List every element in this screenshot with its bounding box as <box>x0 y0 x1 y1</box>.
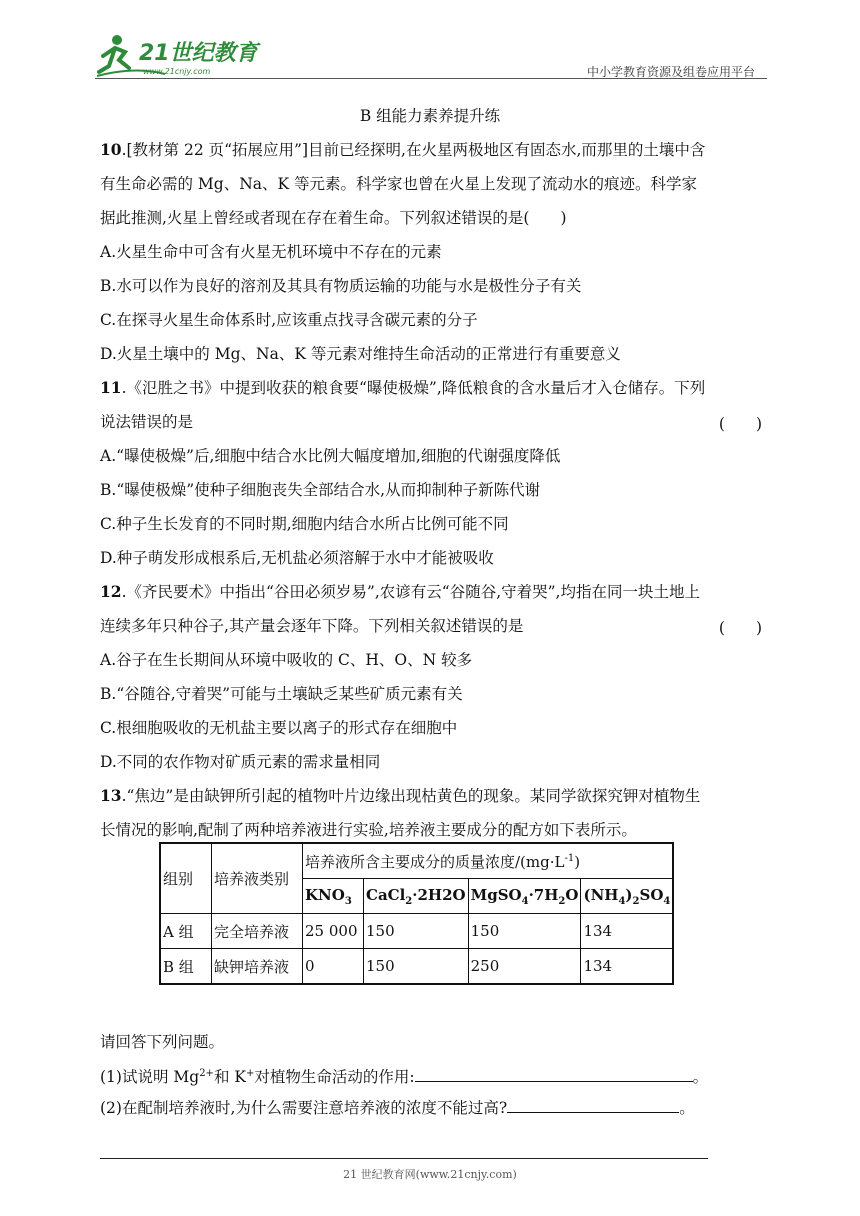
table-row <box>160 949 673 985</box>
header-mgso4: $MgSO_4\cdot 7H_2O$ <box>468 879 581 914</box>
svg-text:www.21cnjy.com: www.21cnjy.com <box>143 67 211 76</box>
q12-line1: 12.《齐民要术》中指出“谷田必须岁易”,农谚有云“谷随谷,守着哭”,均指在同一块土地上 <box>100 582 700 601</box>
q11-line2: 说法错误的是 <box>100 413 194 431</box>
q10-line3: 据此推测,火星上曾经或者现在存在着生命。下列叙述错误的是( ) <box>100 209 567 227</box>
table-header-row <box>160 843 673 879</box>
cell-type: 缺钾培养液 <box>212 949 303 985</box>
q12-option-b: B.“谷随谷,守着哭”可能与土壤缺乏某些矿质元素有关 <box>100 685 463 703</box>
cell-mgso4: 150 <box>468 914 581 949</box>
cell-type: 完全培养液 <box>212 914 303 949</box>
cell-kno3: 25 000 <box>303 914 364 949</box>
q10-option-c: C.在探寻火星生命体系时,应该重点找寻含碳元素的分子 <box>100 311 478 329</box>
header-divider <box>95 78 767 79</box>
q10-option-b: B.水可以作为良好的溶剂及其具有物质运输的功能与水是极性分子有关 <box>100 277 582 295</box>
q10-line2: 有生命必需的 Mg、Na、K 等元素。科学家也曾在火星上发现了流动水的痕迹。科学家 <box>100 175 698 193</box>
header-platform-text: 中小学教育资源及组卷应用平台 <box>586 65 755 79</box>
cell-nh4so4: 134 <box>581 949 673 985</box>
cell-mgso4: 250 <box>468 949 581 985</box>
header-nh4so4: $(NH_4)_2SO_4$ <box>581 879 673 914</box>
q11-option-a: A.“曝使极燥”后,细胞中结合水比例大幅度增加,细胞的代谢强度降低 <box>100 447 561 465</box>
q13-sub2: (2)在配制培养液时,为什么需要注意培养液的浓度不能过高? 。 <box>100 1099 695 1117</box>
header-cacl2: CaCl$_2$·2H2O <box>364 879 469 914</box>
q13-line1: 13.“焦边”是由缺钾所引起的植物叶片边缘出现枯黄色的现象。某同学欲探究钾对植物生 <box>100 786 701 805</box>
cell-group: B 组 <box>160 949 212 985</box>
q13-sub1: (1)试说明 $Mg^{2+}$和 K+对植物生命活动的作用: 。 <box>100 1068 709 1087</box>
q10-option-d: D.火星土壤中的 Mg、Na、K 等元素对维持生命活动的正常进行有重要意义 <box>100 345 621 363</box>
q12-option-a: A.谷子在生长期间从环境中吸收的 C、H、O、N 较多 <box>100 651 473 669</box>
q10-option-a: A.火星生命中可含有火星无机环境中不存在的元素 <box>100 243 442 261</box>
cell-group: A 组 <box>160 914 212 949</box>
nutrient-table <box>159 842 674 985</box>
page-header <box>95 30 765 82</box>
q13-line2: 长情况的影响,配制了两种培养液进行实验,培养液主要成分的配方如下表所示。 <box>100 821 637 839</box>
q11-option-b: B.“曝使极燥”使种子细胞丧失全部结合水,从而抑制种子新陈代谢 <box>100 481 541 499</box>
answer-blank-1[interactable] <box>415 1067 693 1082</box>
header-type: 培养液类别 <box>212 843 303 914</box>
table-row <box>160 914 673 949</box>
q13-prompt: 请回答下列问题。 <box>100 1033 225 1051</box>
q12-answer-paren: ( ) <box>718 619 762 637</box>
q11-number: 11 <box>100 378 122 397</box>
q13-number: 13 <box>100 786 122 805</box>
cell-cacl2: 150 <box>364 914 469 949</box>
q12-line2: 连续多年只种谷子,其产量会逐年下降。下列相关叙述错误的是 <box>100 617 524 635</box>
q10-number: 10 <box>100 140 122 159</box>
q11-option-d: D.种子萌发形成根系后,无机盐必须溶解于水中才能被吸收 <box>100 549 494 567</box>
q11-option-c: C.种子生长发育的不同时期,细胞内结合水所占比例可能不同 <box>100 515 509 533</box>
q12-number: 12 <box>100 582 122 601</box>
cell-cacl2: 150 <box>364 949 469 985</box>
footer-divider <box>100 1158 708 1159</box>
header-kno3: $KNO_3$ <box>303 879 364 914</box>
header-group: 组别 <box>160 843 212 914</box>
page-footer: 21 世纪教育网(www.21cnjy.com) <box>343 1168 517 1181</box>
q10-line1: 10.[教材第 22 页“拓展应用”]目前已经探明,在火星两极地区有固态水,而那里的土壤中含 <box>100 140 706 159</box>
q11-line1: 11.《氾胜之书》中提到收获的粮食要“曝使极燥”,降低粮食的含水量后才入仓储存。下列 <box>100 378 706 397</box>
q11-answer-paren: ( ) <box>718 415 762 433</box>
svg-text:21世纪教育: 21世纪教育 <box>139 41 258 66</box>
q12-option-c: C.根细胞吸收的无机盐主要以离子的形式存在细胞中 <box>100 719 458 737</box>
cell-kno3: 0 <box>303 949 364 985</box>
cell-nh4so4: 134 <box>581 914 673 949</box>
answer-blank-2[interactable] <box>507 1098 679 1113</box>
section-title: B 组能力素养提升练 <box>359 107 501 125</box>
header-concentration: 培养液所含主要成分的质量浓度$/(mg\cdot L^{-1})$ <box>303 843 674 879</box>
q12-option-d: D.不同的农作物对矿质元素的需求量相同 <box>100 753 381 771</box>
21cnjy-logo <box>95 30 270 82</box>
